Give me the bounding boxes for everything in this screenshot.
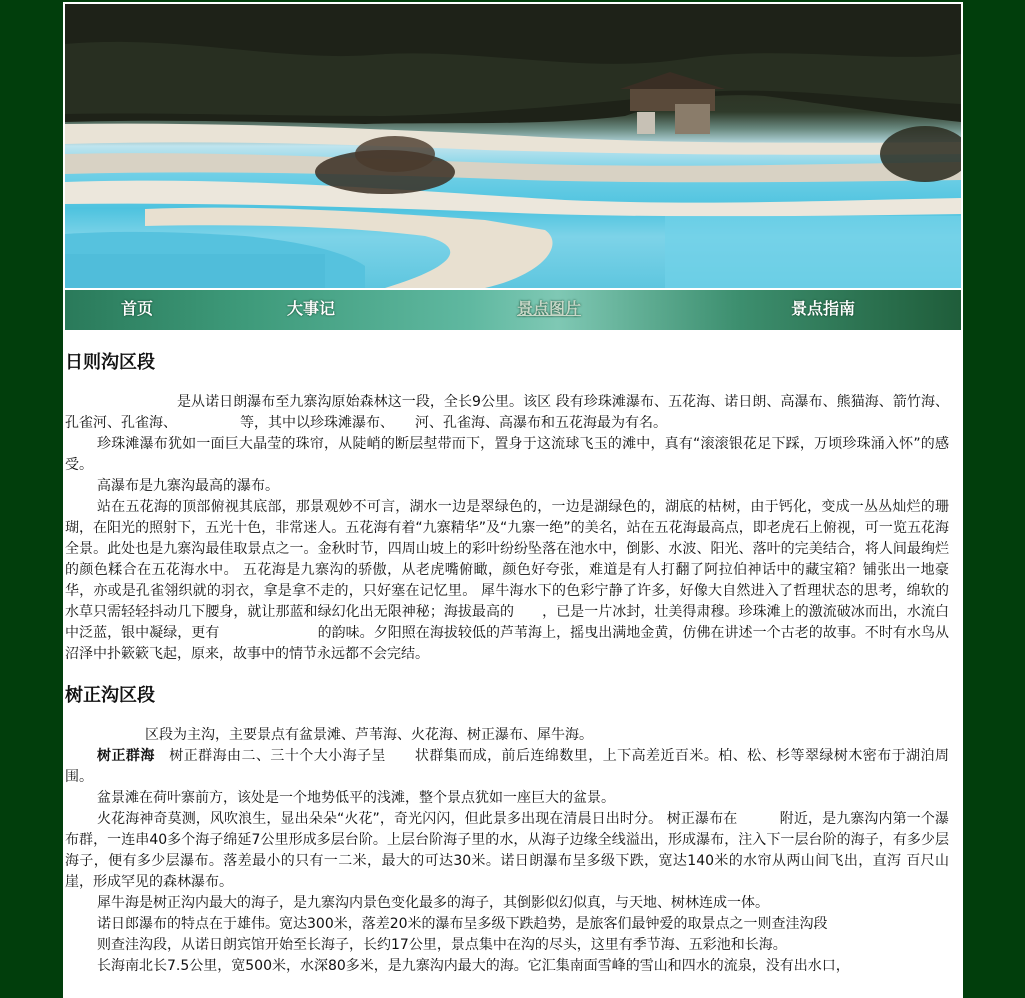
nav-item-photos[interactable]: 景点图片: [517, 299, 582, 318]
bold-term: 树正群海: [97, 748, 155, 764]
main-content: [65, 332, 949, 977]
paragraph: 诺日郎瀑布的特点在于雄伟。宽达300米，落差20米的瀑布呈多级下跌趋势，是旅客们最钟爱的取景点之一则查洼沟段: [97, 916, 828, 932]
main-nav: [65, 288, 961, 330]
paragraph: 高瀑布是九寨沟最高的瀑布。: [97, 478, 279, 494]
nav-item-events[interactable]: 大事记: [287, 299, 336, 318]
paragraph: 是从诺日朗瀑布至九寨沟原始森林这一段，全长9公里。该区 段有珍珠滩瀑布、五花海、诺日朗、高瀑布、熊猫海、箭竹海、孔雀河、孔雀海、 等，其中以珍珠滩瀑布、 河、孔雀海、高瀑布和五花海最为有名。: [65, 394, 949, 431]
paragraph: 盆景滩在荷叶寨前方，该处是一个地势低平的浅滩，整个景点犹如一座巨大的盆景。: [97, 790, 615, 806]
travertine-pools-photo: [65, 4, 961, 288]
section-title-shuzhenggou: 树正沟区段: [65, 685, 155, 706]
paragraph: 区段为主沟，主要景点有盆景滩、芦苇海、火花海、树正瀑布、犀牛海。: [145, 727, 593, 743]
paragraph: 珍珠滩瀑布犹如一面巨大晶莹的珠帘，从陡峭的断层堼带而下，置身于这流球飞玉的滩中，真有“滚滚银花足下踩，万顷珍珠涌入怀”的感受。: [65, 436, 949, 473]
paragraph: 则查洼沟段，从诺日朗宾馆开始至长海子，长约17公里，景点集中在沟的尽头，这里有季节海、五彩池和长海。: [97, 937, 787, 953]
banner-image: [65, 4, 961, 288]
paragraph-text: 树正群海由二、三十个大小海子呈 状群集而成，前后连绵数里，上下高差近百米。柏、松、杉等翠绿树木密布于湖泊周围。: [65, 748, 950, 785]
nav-item-guide[interactable]: 景点指南: [791, 299, 856, 318]
paragraph: 站在五花海的顶部俯视其底部，那景观妙不可言，湖水一边是翠绿色的，一边是湖绿色的，湖底的枯树，由于钙化，变成一丛丛灿烂的珊瑚，在阳光的照射下，五光十色，非常迷人。五花海有着“九寨精华”及“九寨一绝”的美名，站在五花海最高点，即老虎石上俯视，可一览五花海全景。此处也是九寨沟最佳取景点之一。金秋时节，四周山坡上的彩叶纷纷坠落在池水中，倒影、水波、阳光、落叶的完美结合，将人间最绚烂的颜色糅合在五花海水中。 五花海是九寨沟的骄傲，从老虎嘴俯瞰，颜色好夸张，难道是有人打翻了阿拉伯神话中的藏宝箱？铺张出一地豪华，亦或是孔雀翎织就的羽衣，拿是拿不走的，只好塞在记忆里。 犀牛海水下的色彩宁静了许多，好像大自然进入了哲理状态的思考，绵软的水草只需轻轻抖动几下腰身，就让那蓝和绿幻化出无限神秘；海拔最高的 ，已是一片冰封，壮美得肃穆。珍珠滩上的激流破冰而出，水流白中泛蓝，银中凝绿，更有 的韵味。夕阳照在海拔较低的芦苇海上，摇曳出满地金黄，仿佛在讲述一个古老的故事。不时有水鸟从沼泽中扑簌簌飞起，原来，故事中的情节永远都不会完结。: [65, 499, 949, 662]
paragraph: 火花海神奇莫测，风吹浪生，显出朵朵“火花”，奇光闪闪，但此景多出现在清晨日出时分。 树正瀑布在 附近，是九寨沟内第一个瀑布群，一连串40多个海子绵延7公里形成多层台阶。上层台阶海子里的水，从海子边缘全线溢出，形成瀑布，注入下一层台阶的海子，有多少层海子，便有多少层瀑布。落差最小的只有一二米，最大的可达30米。诺日朗瀑布呈多级下跌，宽达140米的水帘从两山间飞出，直泻 百尺山崖，形成罕见的森林瀑布。: [65, 811, 949, 890]
page-container: [63, 2, 963, 998]
nav-item-home[interactable]: 首页: [121, 299, 154, 318]
paragraph: 长海南北长7.5公里，宽500米，水深80多米，是九寨沟内最大的海。它汇集南面雪峰的雪山和四水的流泉，没有出水口，: [97, 958, 850, 974]
paragraph: [65, 746, 949, 788]
paragraph: 犀牛海是树正沟内最大的海子，是九寨沟内景色变化最多的海子，其倒影似幻似真，与天地、树林连成一体。: [97, 895, 769, 911]
section-title-rizegou: 日则沟区段: [65, 352, 155, 373]
